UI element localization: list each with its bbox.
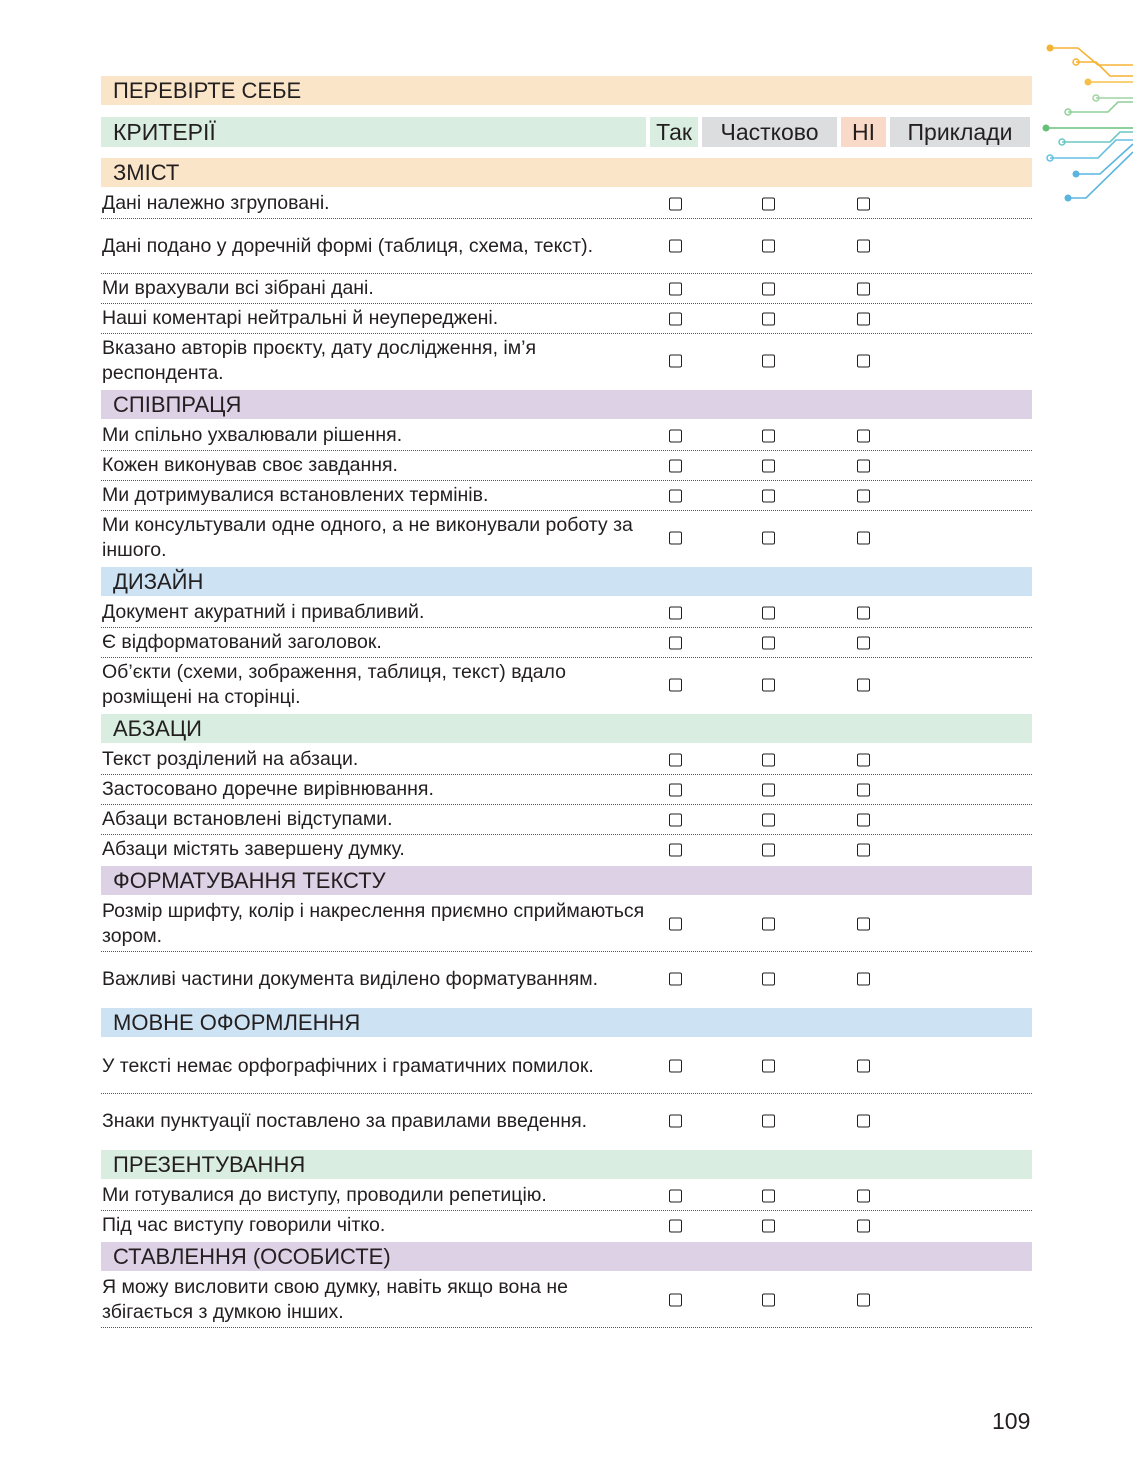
header-criteria: КРИТЕРІЇ xyxy=(101,117,646,147)
checkbox-yes[interactable] xyxy=(669,1115,682,1128)
checkbox-no[interactable] xyxy=(857,197,870,210)
checkbox-yes[interactable] xyxy=(669,753,682,766)
checkbox-partial[interactable] xyxy=(762,813,775,826)
section-header: ДИЗАЙН xyxy=(101,567,1032,596)
criterion-text: Під час виступу говорили чітко. xyxy=(102,1214,386,1236)
criterion-row xyxy=(101,897,1032,952)
criterion-text: Ми спільно ухвалювали рішення. xyxy=(102,424,403,446)
checkbox-partial[interactable] xyxy=(762,312,775,325)
checkbox-yes[interactable] xyxy=(669,282,682,295)
criterion-row xyxy=(101,1094,1032,1148)
checkbox-yes[interactable] xyxy=(669,355,682,368)
sections-container xyxy=(101,158,1032,1328)
page-number: 109 xyxy=(992,1408,1031,1434)
checkbox-no[interactable] xyxy=(857,532,870,545)
checkbox-partial[interactable] xyxy=(762,240,775,253)
criterion-text: Абзаци містять завершену думку. xyxy=(102,838,405,860)
checkbox-yes[interactable] xyxy=(669,843,682,856)
checkbox-no[interactable] xyxy=(857,753,870,766)
checkbox-partial[interactable] xyxy=(762,843,775,856)
criterion-row xyxy=(101,421,1032,451)
checkbox-partial[interactable] xyxy=(762,753,775,766)
section-header: ЗМІСТ xyxy=(101,158,1032,187)
checkbox-no[interactable] xyxy=(857,1294,870,1307)
checkbox-no[interactable] xyxy=(857,429,870,442)
criterion-row xyxy=(101,219,1032,274)
criterion-text: Є відформатований заголовок. xyxy=(102,631,382,653)
criterion-text: Дані належно згруповані. xyxy=(102,192,330,214)
checkbox-no[interactable] xyxy=(857,282,870,295)
checkbox-no[interactable] xyxy=(857,312,870,325)
checkbox-yes[interactable] xyxy=(669,1060,682,1073)
criterion-text: Застосовано доречне вирівнювання. xyxy=(102,778,434,800)
criterion-row xyxy=(101,598,1032,628)
header-no: НІ xyxy=(841,117,886,147)
checkbox-no[interactable] xyxy=(857,918,870,931)
checkbox-yes[interactable] xyxy=(669,1189,682,1202)
header-examples: Приклади xyxy=(890,117,1030,147)
checkbox-no[interactable] xyxy=(857,1115,870,1128)
criterion-text: Важливі частини документа виділено форматуванням. xyxy=(102,967,599,990)
checkbox-partial[interactable] xyxy=(762,918,775,931)
checkbox-partial[interactable] xyxy=(762,429,775,442)
section-header: ПРЕЗЕНТУВАННЯ xyxy=(101,1150,1032,1179)
criterion-row xyxy=(101,658,1032,712)
table-header xyxy=(101,117,1032,147)
checkbox-no[interactable] xyxy=(857,973,870,986)
section-header: АБЗАЦИ xyxy=(101,714,1032,743)
checkbox-partial[interactable] xyxy=(762,679,775,692)
header-partial: Частково xyxy=(702,117,837,147)
criterion-row xyxy=(101,334,1032,388)
criterion-row xyxy=(101,1273,1032,1328)
criterion-text: Кожен виконував своє завдання. xyxy=(102,454,398,476)
checkbox-no[interactable] xyxy=(857,489,870,502)
criterion-row xyxy=(101,304,1032,334)
circuit-decoration-icon xyxy=(1038,40,1133,210)
checkbox-no[interactable] xyxy=(857,813,870,826)
checkbox-yes[interactable] xyxy=(669,918,682,931)
criterion-row xyxy=(101,1181,1032,1211)
criterion-text: Ми готувалися до виступу, проводили репетицію. xyxy=(102,1184,547,1206)
checkbox-yes[interactable] xyxy=(669,489,682,502)
criterion-text: Вказано авторів проєкту, дату дослідження, ім’я респондента. xyxy=(102,337,537,384)
criterion-row xyxy=(101,451,1032,481)
checkbox-no[interactable] xyxy=(857,459,870,472)
checkbox-partial[interactable] xyxy=(762,489,775,502)
checkbox-partial[interactable] xyxy=(762,636,775,649)
checkbox-no[interactable] xyxy=(857,1189,870,1202)
criterion-text: Об’єкти (схеми, зображення, таблиця, текст) вдало розміщені на сторінці. xyxy=(102,661,567,708)
checkbox-no[interactable] xyxy=(857,636,870,649)
checkbox-yes[interactable] xyxy=(669,636,682,649)
checkbox-partial[interactable] xyxy=(762,1219,775,1232)
checkbox-partial[interactable] xyxy=(762,1294,775,1307)
criterion-row xyxy=(101,805,1032,835)
page-title: ПЕРЕВІРТЕ СЕБЕ xyxy=(101,76,1032,105)
checkbox-yes[interactable] xyxy=(669,429,682,442)
section-header: МОВНЕ ОФОРМЛЕННЯ xyxy=(101,1008,1032,1037)
section-header: ФОРМАТУВАННЯ ТЕКСТУ xyxy=(101,866,1032,895)
criterion-text: Текст розділений на абзаци. xyxy=(102,748,359,770)
checkbox-yes[interactable] xyxy=(669,312,682,325)
criterion-text: Ми дотримувалися встановлених термінів. xyxy=(102,484,489,506)
checkbox-partial[interactable] xyxy=(762,1115,775,1128)
criterion-text: Я можу висловити свою думку, навіть якщо вона не збігається з думкою інших. xyxy=(102,1276,569,1323)
criterion-text: Документ акуратний і привабливий. xyxy=(102,601,425,623)
checkbox-no[interactable] xyxy=(857,1219,870,1232)
checkbox-yes[interactable] xyxy=(669,1219,682,1232)
criterion-row xyxy=(101,189,1032,219)
criterion-text: Знаки пунктуації поставлено за правилами введення. xyxy=(102,1109,588,1132)
checkbox-no[interactable] xyxy=(857,783,870,796)
criterion-text: Розмір шрифту, колір і накреслення приємно сприймаються зором. xyxy=(102,900,645,947)
criterion-text: Ми врахували всі зібрані дані. xyxy=(102,277,374,299)
criterion-row xyxy=(101,274,1032,304)
header-yes: Так xyxy=(650,117,698,147)
criterion-row xyxy=(101,628,1032,658)
criterion-row xyxy=(101,775,1032,805)
criterion-row xyxy=(101,745,1032,775)
checkbox-partial[interactable] xyxy=(762,532,775,545)
checkbox-yes[interactable] xyxy=(669,783,682,796)
checkbox-partial[interactable] xyxy=(762,197,775,210)
checkbox-yes[interactable] xyxy=(669,240,682,253)
checkbox-partial[interactable] xyxy=(762,355,775,368)
checkbox-no[interactable] xyxy=(857,606,870,619)
criterion-row xyxy=(101,952,1032,1006)
checkbox-yes[interactable] xyxy=(669,679,682,692)
criterion-text: У тексті немає орфографічних і граматичних помилок. xyxy=(102,1054,594,1077)
checkbox-partial[interactable] xyxy=(762,282,775,295)
checkbox-no[interactable] xyxy=(857,843,870,856)
criterion-row xyxy=(101,1211,1032,1240)
section-header: СТАВЛЕННЯ (ОСОБИСТЕ) xyxy=(101,1242,1032,1271)
criterion-row xyxy=(101,835,1032,864)
criterion-row xyxy=(101,481,1032,511)
checkbox-yes[interactable] xyxy=(669,197,682,210)
checkbox-partial[interactable] xyxy=(762,606,775,619)
checklist xyxy=(101,76,1032,1328)
checkbox-yes[interactable] xyxy=(669,973,682,986)
checkbox-partial[interactable] xyxy=(762,459,775,472)
criterion-row xyxy=(101,511,1032,565)
checkbox-yes[interactable] xyxy=(669,813,682,826)
checkbox-partial[interactable] xyxy=(762,783,775,796)
criterion-row xyxy=(101,1039,1032,1094)
checkbox-partial[interactable] xyxy=(762,1060,775,1073)
section-header: СПІВПРАЦЯ xyxy=(101,390,1032,419)
checkbox-no[interactable] xyxy=(857,240,870,253)
criterion-text: Наші коментарі нейтральні й неупереджені. xyxy=(102,307,499,329)
checkbox-no[interactable] xyxy=(857,679,870,692)
checkbox-yes[interactable] xyxy=(669,532,682,545)
checkbox-yes[interactable] xyxy=(669,606,682,619)
checkbox-yes[interactable] xyxy=(669,1294,682,1307)
checkbox-partial[interactable] xyxy=(762,973,775,986)
criterion-text: Дані подано у доречній формі (таблиця, схема, текст). xyxy=(102,234,593,257)
checkbox-no[interactable] xyxy=(857,355,870,368)
checkbox-partial[interactable] xyxy=(762,1189,775,1202)
checkbox-no[interactable] xyxy=(857,1060,870,1073)
criterion-text: Абзаци встановлені відступами. xyxy=(102,808,393,830)
criterion-text: Ми консультували одне одного, а не виконували роботу за іншого. xyxy=(102,514,633,561)
checkbox-yes[interactable] xyxy=(669,459,682,472)
